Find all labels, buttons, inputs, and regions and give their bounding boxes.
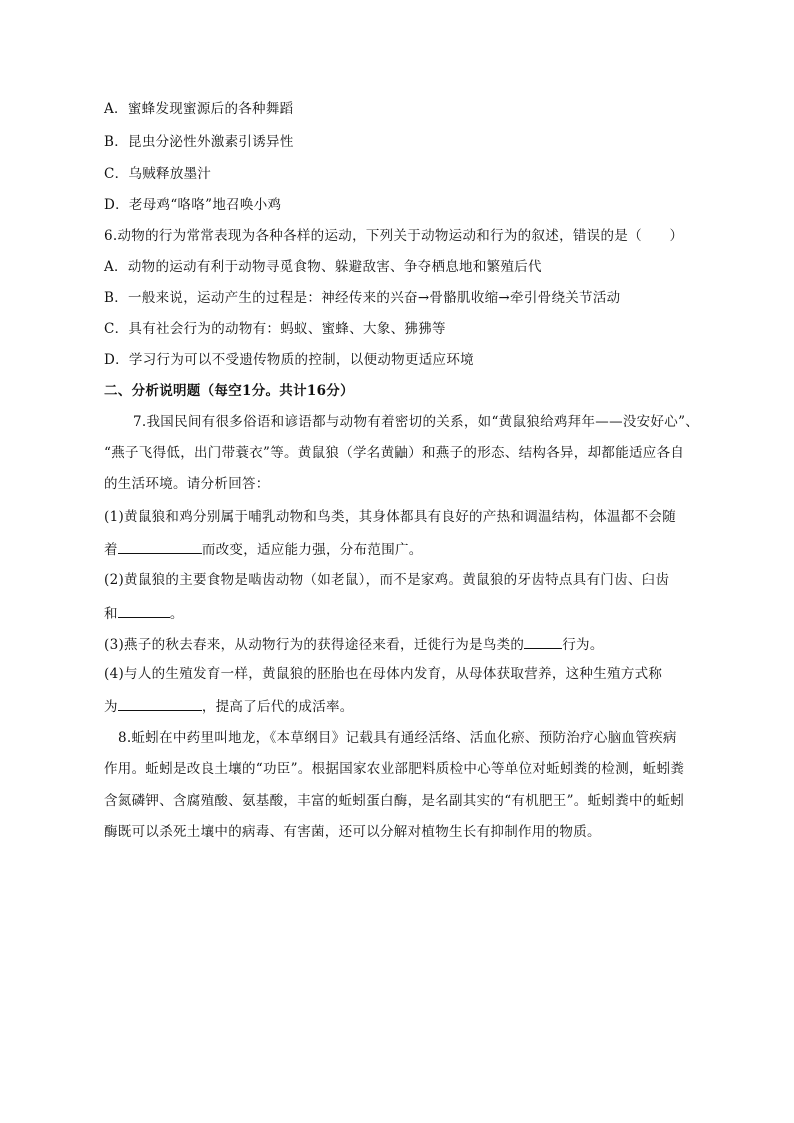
q7-intro-line1: 7.我国民间有很多俗语和谚语都与动物有着密切的关系，如“黄鼠狼给鸡拜年——没安好心”、 xyxy=(133,414,700,430)
q7-part4-prefix: 为 xyxy=(104,699,118,715)
q7-intro-line2: “燕子飞得低，出门带蓑衣”等。黄鼠狼（学名黄鼬）和燕子的形态、结构各异，却都能适应各自 xyxy=(104,445,685,461)
q5-option-b: B．昆虫分泌性外激素引诱异性 xyxy=(104,134,294,150)
q7-part2-line1: (2)黄鼠狼的主要食物是啮齿动物（如老鼠），而不是家鸡。黄鼠狼的牙齿特点具有门齿、臼齿 xyxy=(104,572,670,588)
q8-line3: 含氮磷钾、含腐殖酸、氨基酸，丰富的蚯蚓蛋白酶，是名副其实的“有机肥王”。蚯蚓粪中的蚯蚓 xyxy=(104,793,685,809)
q6-option-c: C．具有社会行为的动物有：蚂蚁、蜜蜂、大象、狒狒等 xyxy=(104,321,446,337)
q7-part4-suffix: ，提高了后代的成活率。 xyxy=(201,699,354,715)
q6-option-a: A．动物的运动有利于动物寻觅食物、躲避敌害、争夺栖息地和繁殖后代 xyxy=(104,259,542,275)
q5-option-a: A．蜜蜂发现蜜源后的各种舞蹈 xyxy=(104,101,294,117)
q7-part3-suffix: 行为。 xyxy=(562,637,604,653)
section-heading: 二、分析说明题（每空1分。共计16分） xyxy=(104,383,354,399)
q8-line2: 作用。蚯蚓是改良土壤的“功臣”。根据国家农业部肥料质检中心等单位对蚯蚓粪的检测，蚯蚓粪 xyxy=(104,761,685,777)
q8-line1: 8.蚯蚓在中药里叫地龙，《本草纲目》记载具有通经活络、活血化瘀、预防治疗心脑血管疾病 xyxy=(118,730,677,746)
q7-part4-line2 xyxy=(104,696,704,716)
q7-part3-prefix: (3)燕子的秋去春来，从动物行为的获得途径来看，迁徙行为是鸟类的 xyxy=(104,637,525,653)
q7-part1-suffix: 而改变，适应能力强，分布范围广。 xyxy=(201,542,423,558)
q8-line4: 酶既可以杀死土壤中的病毒、有害菌，还可以分解对植物生长有抑制作用的物质。 xyxy=(104,824,601,840)
q7-part1-line2 xyxy=(104,539,704,559)
q7-intro-line3: 的生活环境。请分析回答： xyxy=(104,476,270,492)
q6-option-b: B．一般来说，运动产生的过程是：神经传来的兴奋→骨骼肌收缩→牵引骨绕关节活动 xyxy=(104,290,621,306)
q7-part2-line2 xyxy=(104,603,704,623)
q5-option-d: D．老母鸡“咯咯”地召唤小鸡 xyxy=(104,197,282,213)
q6-option-d: D．学习行为可以不受遗传物质的控制，以便动物更适应环境 xyxy=(104,352,474,368)
q7-part2-suffix: 。 xyxy=(169,606,184,622)
q7-part1-line1: (1)黄鼠狼和鸡分别属于哺乳动物和鸟类，其身体都具有良好的产热和调温结构，体温都不会随 xyxy=(104,509,677,525)
q7-part1-prefix: 着 xyxy=(104,542,118,558)
answer-blank-4[interactable] xyxy=(118,696,202,711)
q5-option-c: C．乌贼释放墨汁 xyxy=(104,166,212,182)
q7-part4-line1: (4)与人的生殖发育一样，黄鼠狼的胚胎也在母体内发育，从母体获取营养，这种生殖方式称 xyxy=(104,666,663,682)
answer-blank-2[interactable] xyxy=(118,603,170,618)
answer-blank-1[interactable] xyxy=(118,539,202,554)
answer-blank-3[interactable] xyxy=(524,634,562,649)
q7-part3 xyxy=(104,634,704,654)
q7-part2-prefix: 和 xyxy=(104,606,118,622)
q6-stem: 6.动物的行为常常表现为各种各样的运动，下列关于动物运动和行为的叙述，错误的是（ ） xyxy=(104,228,684,244)
